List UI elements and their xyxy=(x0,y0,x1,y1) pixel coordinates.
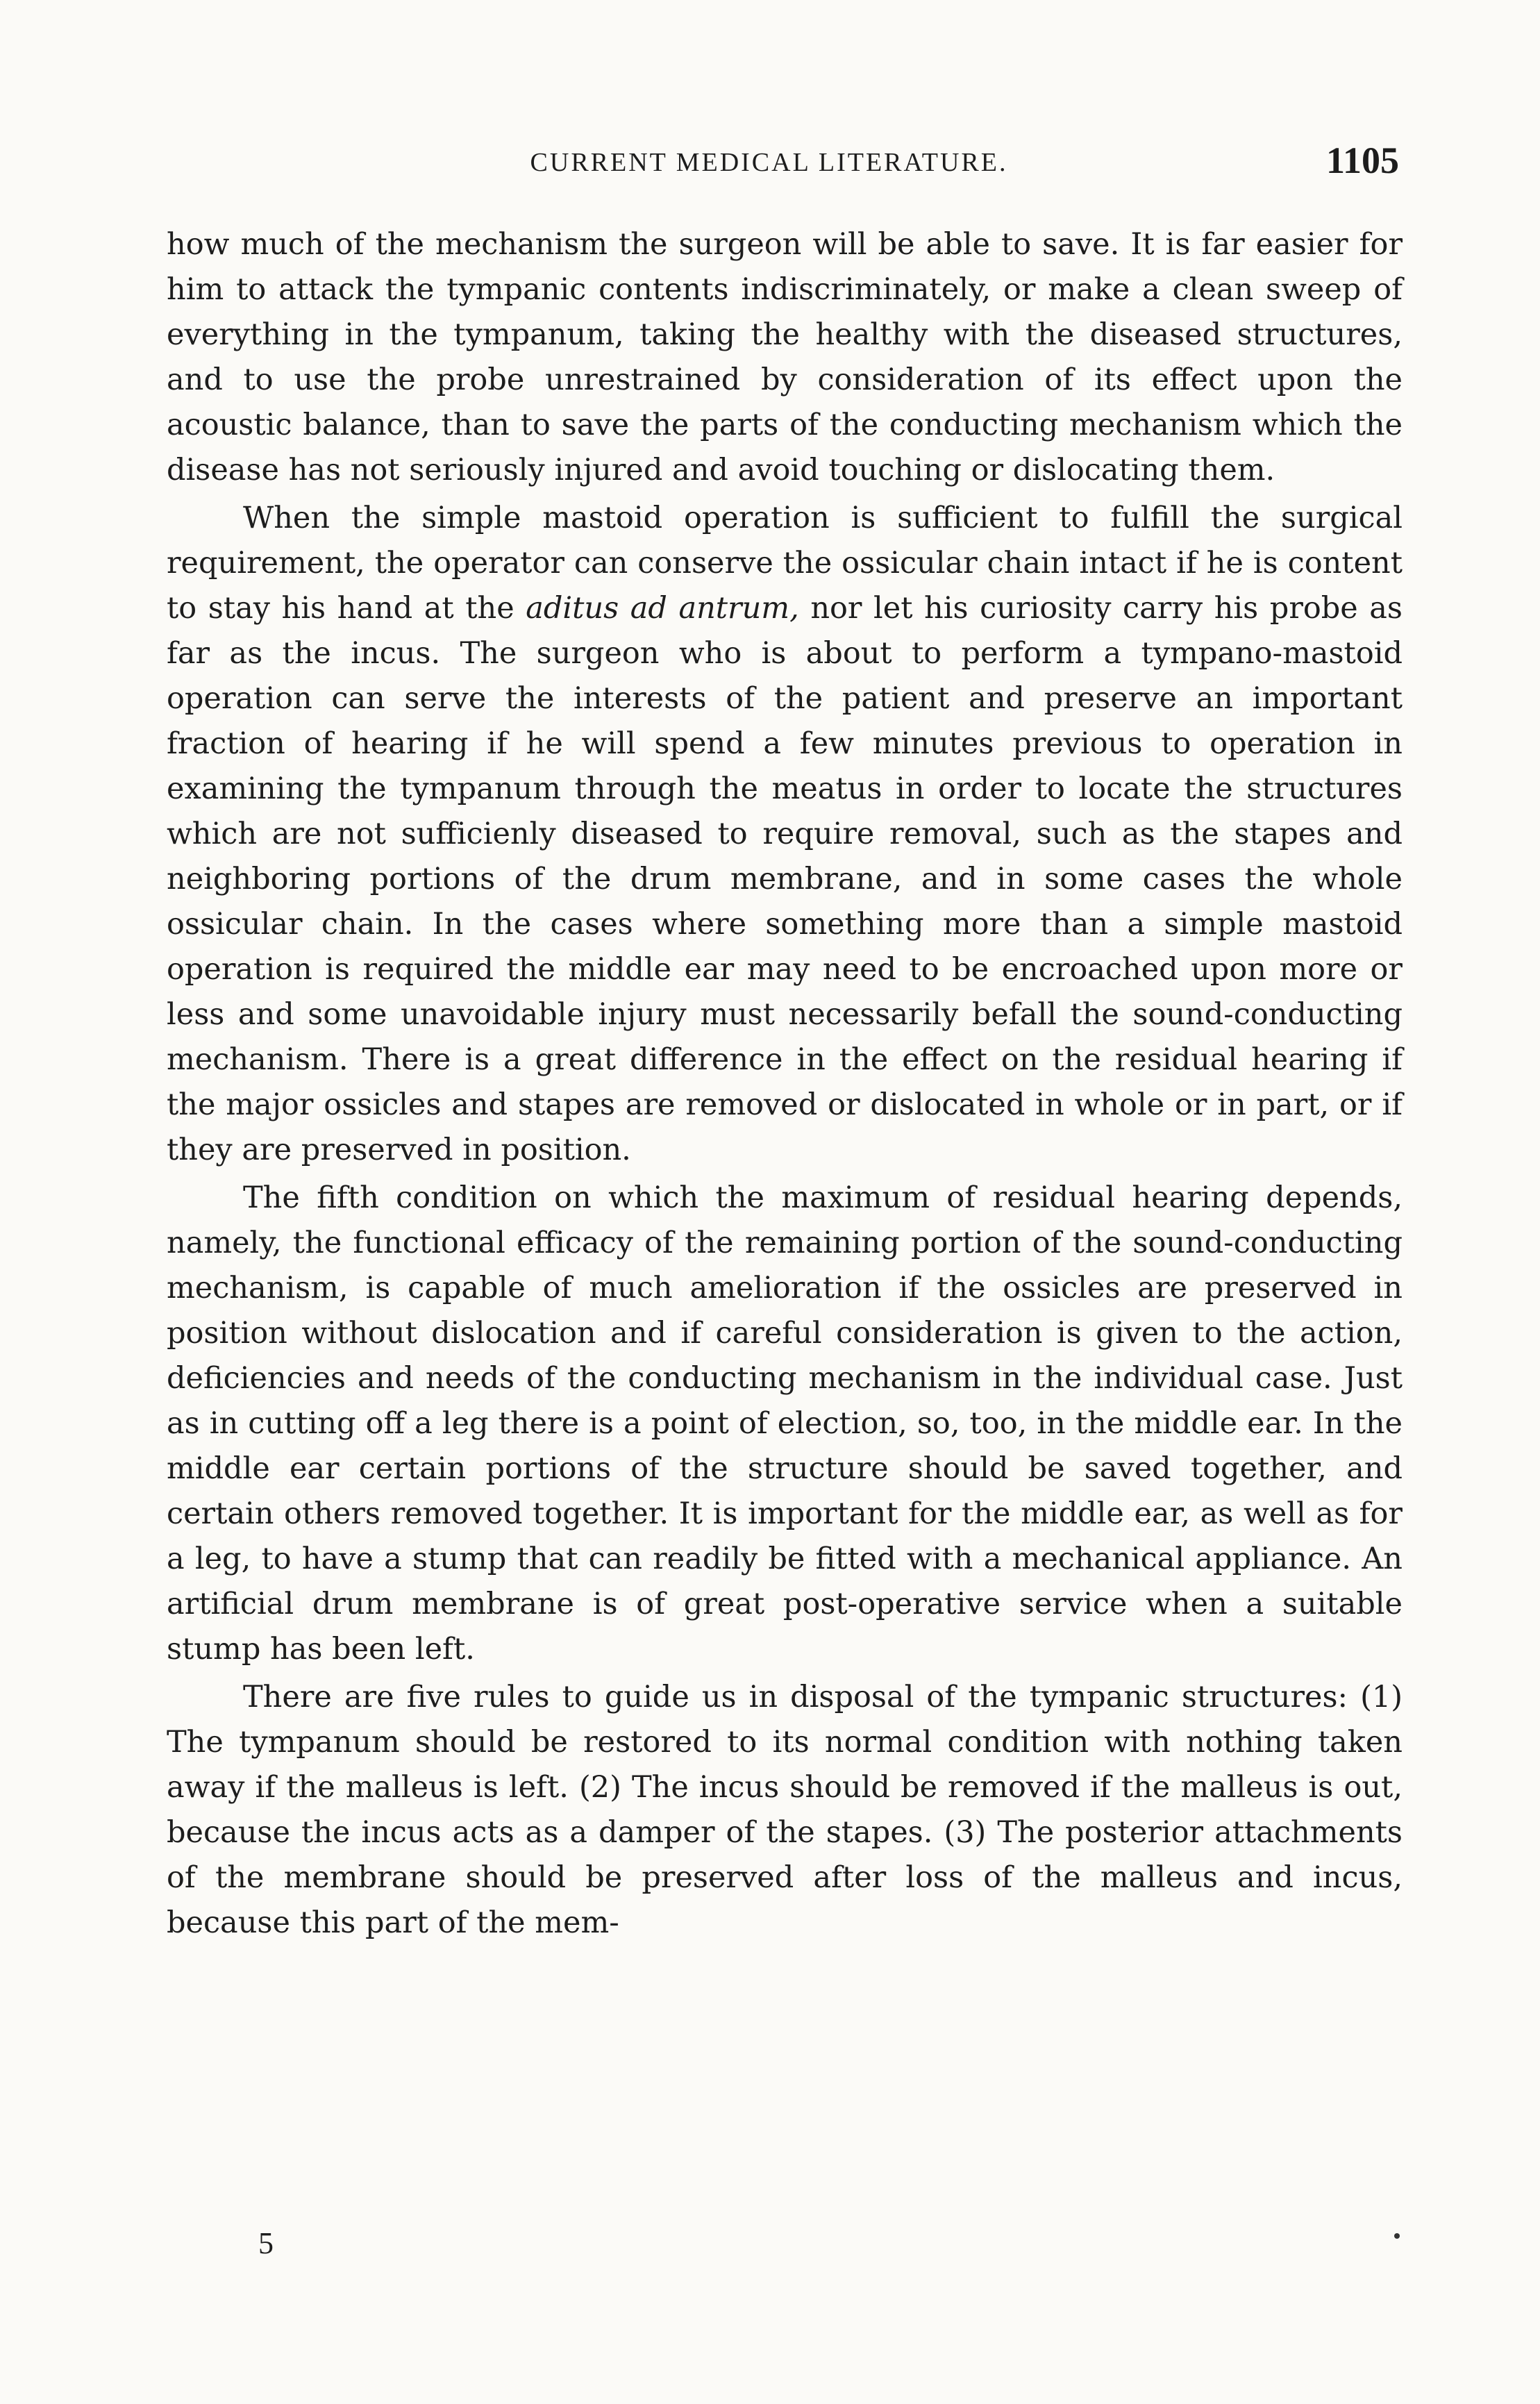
signature-mark: 5 xyxy=(258,2226,274,2260)
paragraph-continued: how much of the mechanism the surgeon will be able to save. It is far easier for him to attack the tympanic contents indiscriminately, or make a clean sweep of everything in the tympanum, taking the healthy with the diseased structures, and to use the probe unrestrained by consideration of its effect upon the acoustic balance, than to save the parts of the conducting mechanism which the disease has not seriously injured and avoid touching or dislocating them. xyxy=(167,227,1403,487)
paragraph-text: nor let his curiosity carry his probe as far as the incus. The surgeon who is about to perform a tympano-mastoid operation can serve the interests of the patient and preserve an important fraction of hearing if he will spend a few minutes previous to operation in examining the tympanum through the meatus in order to locate the structures which are not sufficienly diseased to require removal, such as the stapes and neighboring portions of the drum membrane, and in some cases the whole ossicular chain. In the cases where something more than a simple mastoid operation is required the middle ear may need to be encroached upon more or less and some unavoidable injury must necessarily befall the sound-conducting mechanism. There is a great difference in the effect on the residual hearing if the major ossicles and stapes are removed or dislocated in whole or in part, or if they are preserved in position. xyxy=(167,591,1403,1167)
paragraph-five-rules: There are five rules to guide us in disposal of the tympanic structures: (1) The tympanum should be restored to its normal condition with nothing taken away if the malleus is left. (2) The incus should be removed if the malleus is out, because the incus acts as a damper of the stapes. (3) The posterior attachments of the membrane should be preserved after loss of the malleus and incus, because this part of the mem- xyxy=(167,1680,1403,1940)
paragraph-fifth-condition: The fifth condition on which the maximum of residual hearing depends, namely, the functional efficacy of the remaining portion of the sound-conducting mechanism, is capable of much amelioration if the ossicles are preserved in position without dislocation and if careful consideration is given to the action, deficiencies and needs of the conducting mechanism in the individual case. Just as in cutting off a leg there is a point of election, so, too, in the middle ear. In the middle ear certain portions of the structure should be saved together, and certain others removed together. It is important for the middle ear, as well as for a leg, to have a stump that can readily be fitted with a mechanical appliance. An artificial drum membrane is of great post-operative service when a suitable stump has been left. xyxy=(167,1180,1403,1667)
latin-term: aditus ad antrum, xyxy=(526,591,799,626)
page-number: 1105 xyxy=(1325,140,1399,181)
running-title: CURRENT MEDICAL LITERATURE. xyxy=(530,148,1008,177)
running-head xyxy=(139,139,1399,194)
print-dot xyxy=(1394,2233,1400,2239)
paragraph-simple-mastoid xyxy=(167,496,1403,1173)
paragraph-text: When the simple mastoid operation is sufficient to fulfill the surgical requirement, the operator can conserve the ossicular chain intact if he is content to stay his hand at the xyxy=(167,501,1403,626)
body-text xyxy=(167,222,1403,1946)
